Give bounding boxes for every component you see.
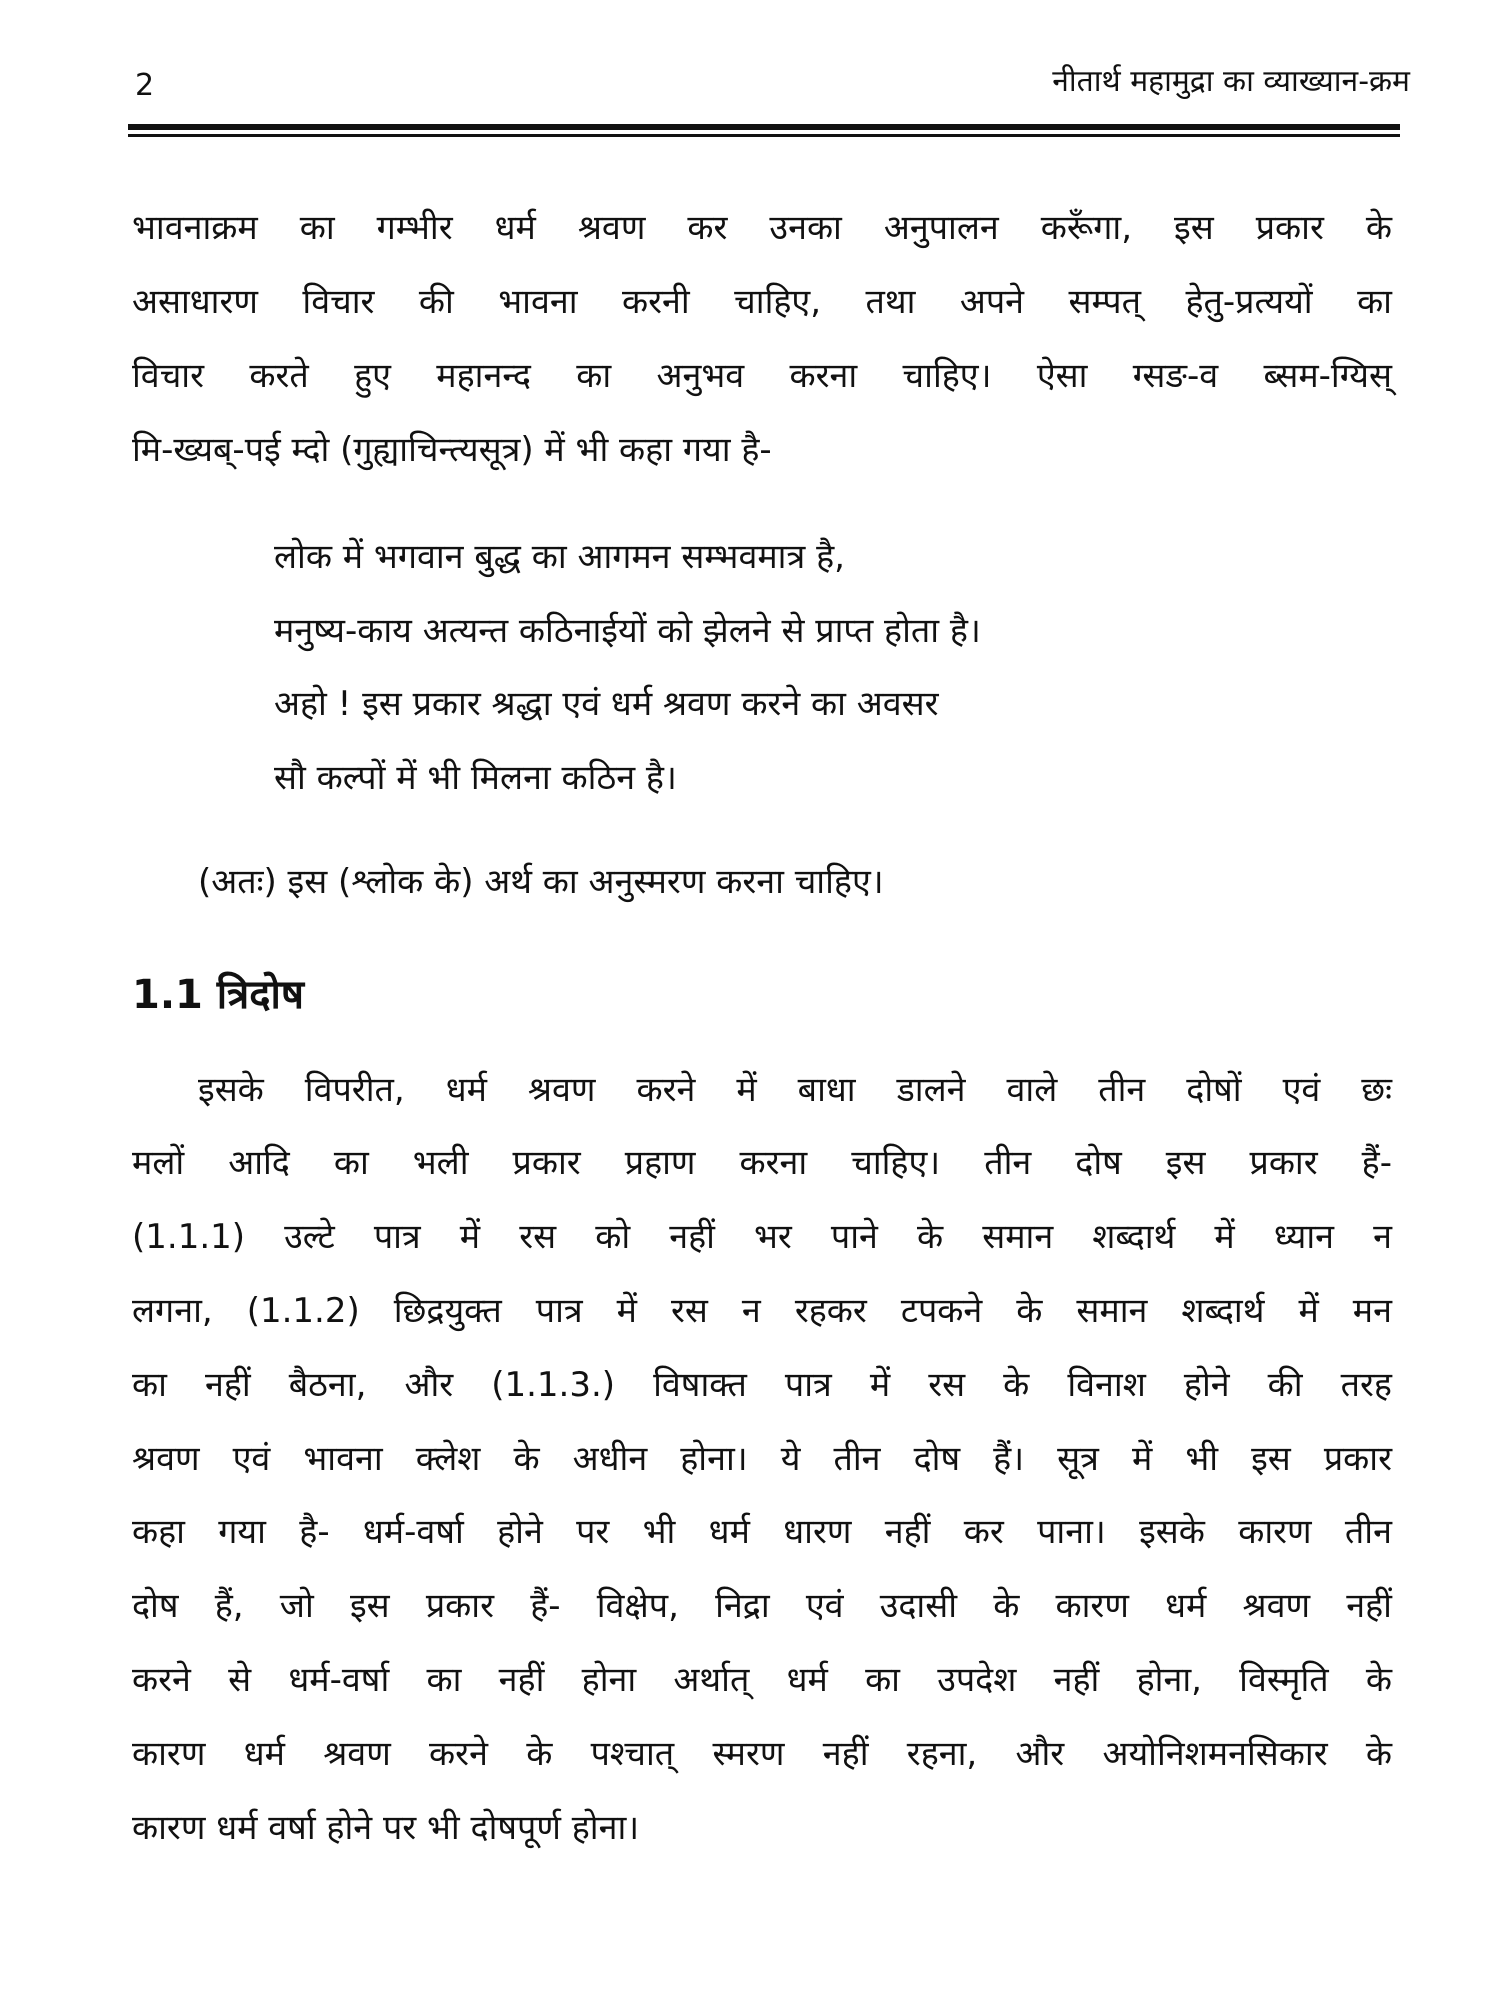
section-line: लगना, (1.1.2) छिद्रयुक्त पात्र में रस न रहकर टपकने के समान शब्दार्थ में मन	[132, 1291, 1392, 1331]
header-rule-thick	[128, 124, 1400, 130]
section-line: कारण धर्म श्रवण करने के पश्चात् स्मरण नहीं रहना, और अयोनिशमनसिकार के	[132, 1734, 1392, 1774]
paragraph-line: मि-ख्यब्-पई म्दो (गुह्याचिन्त्यसूत्र) में भी कहा गया है-	[132, 430, 772, 470]
verse-line: मनुष्य-काय अत्यन्त कठिनाईयों को झेलने से प्राप्त होता है।	[274, 611, 981, 651]
verse-followup: (अतः) इस (श्लोक के) अर्थ का अनुस्मरण करना चाहिए।	[198, 862, 884, 902]
section-line: कहा गया है- धर्म-वर्षा होने पर भी धर्म धारण नहीं कर पाना। इसके कारण तीन	[132, 1512, 1392, 1552]
verse-line: लोक में भगवान बुद्ध का आगमन सम्भवमात्र है,	[274, 537, 845, 577]
section-line: (1.1.1) उल्टे पात्र में रस को नहीं भर पाने के समान शब्दार्थ में ध्यान न	[132, 1217, 1392, 1257]
section-line: श्रवण एवं भावना क्लेश के अधीन होना। ये तीन दोष हैं। सूत्र में भी इस प्रकार	[132, 1439, 1392, 1479]
paragraph-line: भावनाक्रम का गम्भीर धर्म श्रवण कर उनका अनुपालन करूँगा, इस प्रकार के	[132, 208, 1392, 248]
verse-line: अहो ! इस प्रकार श्रद्धा एवं धर्म श्रवण करने का अवसर	[274, 684, 939, 724]
section-line: कारण धर्म वर्षा होने पर भी दोषपूर्ण होना।	[132, 1808, 640, 1848]
section-line: करने से धर्म-वर्षा का नहीं होना अर्थात् धर्म का उपदेश नहीं होना, विस्मृति के	[132, 1660, 1392, 1700]
verse-line: सौ कल्पों में भी मिलना कठिन है।	[274, 758, 677, 798]
page-number: 2	[135, 68, 155, 103]
section-line: दोष हैं, जो इस प्रकार हैं- विक्षेप, निद्रा एवं उदासी के कारण धर्म श्रवण नहीं	[132, 1586, 1392, 1626]
paragraph-line: विचार करते हुए महानन्द का अनुभव करना चाहिए। ऐसा ग्सङ-व ब्सम-ग्यिस्	[132, 356, 1392, 396]
paragraph-line: असाधारण विचार की भावना करनी चाहिए, तथा अपने सम्पत् हेतु-प्रत्ययों का	[132, 282, 1392, 322]
running-title: नीतार्थ महामुद्रा का व्याख्यान-क्रम	[1052, 64, 1410, 99]
header-rule-thin	[128, 134, 1400, 137]
section-line: का नहीं बैठना, और (1.1.3.) विषाक्त पात्र में रस के विनाश होने की तरह	[132, 1365, 1392, 1405]
section-line: मलों आदि का भली प्रकार प्रहाण करना चाहिए। तीन दोष इस प्रकार हैं-	[132, 1143, 1392, 1183]
section-line: इसके विपरीत, धर्म श्रवण करने में बाधा डालने वाले तीन दोषों एवं छः	[198, 1070, 1392, 1110]
section-heading: 1.1 त्रिदोष	[132, 972, 304, 1018]
